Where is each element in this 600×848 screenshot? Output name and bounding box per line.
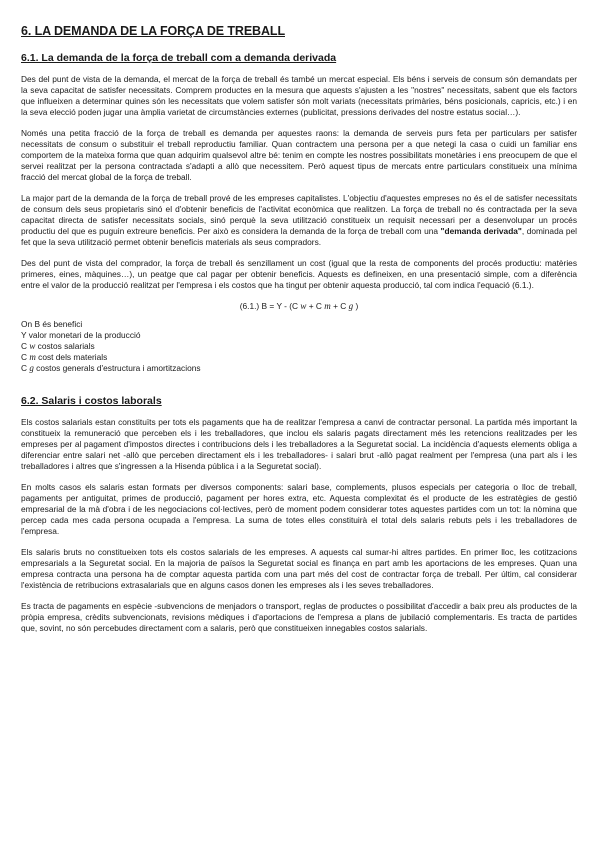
equation-6-1: (6.1.) B = Y - (C w + C m + C g ): [239, 301, 359, 312]
paragraph: Es tracta de pagaments en espècie -subvencions de menjadors o transport, reglas de productes o possibilitat d'accedir a baix preu als productes de la pròpia empresa, crèdits subvencionats, revisions mèdiques i d'aportacions de l'empresa a plans de jubilació complementaris. Es tracta de partides que, sovint, no són percebudes directament com a salaris, però que constitueixen innegables costos salarials.: [21, 601, 577, 633]
definition-line: Y valor monetari de la producció: [21, 330, 141, 341]
emphasis-text: "demanda derivada": [440, 225, 522, 236]
definition-line: C w costos salarials: [21, 341, 95, 352]
definition-line: On B és benefici: [21, 319, 83, 330]
paragraph: Des del punt de vista de la demanda, el mercat de la força de treball és també un mercat especial. Els béns i serveis de consum són demandats per la seva capacitat de satisfer necessitats. Comprem productes en la mesura que aquests s'ajusten a les "nostres" necessitats, sabent que els factors que influeixen a determinar quines són les necessitats que volem satisfer són molt variats (necessitats primàries, béns posicionals, capricis, etc.) i en la seva elecció poden jugar una àmplia varietat de circumstàncies externes (publicitat, pressions derivades del nostre estatus social…).: [21, 74, 577, 117]
paragraph: Des del punt de vista del comprador, la força de treball és senzillament un cost (igual que la resta de components del procés productiu: matèries primeres, eines, màquines…), un peatge que cal pagar per obtenir beneficis. Aquests es defineixen, en una presentació simple, com a diferència entre el valor de la producció realitzat per l'empresa i els costos que ha tingut per obtenir aquesta producció, tal com indica l'equació (6.1.).: [21, 258, 577, 290]
chapter-title: 6. LA DEMANDA DE LA FORÇA DE TREBALL: [21, 24, 285, 38]
section-heading-6-2: 6.2. Salaris i costos laborals: [21, 394, 162, 407]
paragraph-text: La major part de la demanda de la força de treball prové de les empreses capitalistes. L'objectiu d'aquestes empreses no és el de satisfer necessitats de consum dels seus propietaris sinó el d'obtenir beneficis de l'activitat econòmica que realitzen. La força de treball no és contractada per la seva capacitat directa de satisfer necessitats socials, sinó perquè la seva utilització constitueix un requisit necessari per a desenvolupar un procés productiu del que es puguin extreure beneficis. Per això es considera la demanda de la força de treball com una: [21, 193, 577, 236]
section-heading-6-1: 6.1. La demanda de la força de treball com a demanda derivada: [21, 52, 337, 64]
variable-definitions: [21, 319, 577, 374]
paragraph: Els salaris bruts no constitueixen tots els costos salarials de les empreses. A aquests cal sumar-hi altres partides. En primer lloc, les cotitzacions empresarials a la Seguretat social. En la majoria de països la Seguretat social es finança en part amb les aportacions de les empreses. Quan una empresa contracta una persona ha de comptar aquesta partida com una part més del cost de contractar força de treball. Per últim, cal considerar l'existència de retribucions extrasalarials que en alguns casos donen les empreses als i les seves treballadores.: [21, 547, 577, 590]
paragraph: Només una petita fracció de la força de treball es demanda per aquestes raons: la demanda de serveis purs feta per particulars per satisfer necessitats de consum o substituir el treball reproductiu familiar. Quan contractem una persona per a que netegi la casa o cuidi un familiar ens comportem de la mateixa forma que quan adquirim qualsevol altre bé: tenim en compte les nostres possibilitats monetàries i ens preocupem de que el servei realitzat per la persona contractada s'adapti a allò que necessitem. Però aquest tipus de mercats entre particulars constitueix una mínima fracció del mercat global de la força de treball.: [21, 128, 577, 182]
definition-line: C m cost dels materials: [21, 352, 108, 363]
definition-line: C g costos generals d'estructura i amortitzacions: [21, 363, 201, 374]
paragraph: Els costos salarials estan constituïts per tots els pagaments que ha de realitzar l'empresa a canvi de contractar personal. La partida més important la constitueix la remuneració que perceben els i les treballadores, que inclou els salaris pagats directament més les retencions realitzades per les empreses per al pagament d'impostos directes i contribucions dels i les treballadores a la Seguretat social. La incidència d'aquests elements obliga a diferenciar entre salari net -allò que perceben directament els i les treballadores- i salari brut -allò pagat realment per l'empresa (una part als i les treballadores i altres que s'ingressen a la Hisenda pública i a la Seguretat social).: [21, 416, 577, 471]
paragraph-text: , dominada pel fet que la seva utilització permet obtenir beneficis materials als seus compradors.: [21, 225, 577, 247]
paragraph: En molts casos els salaris estan formats per diversos components: salari base, complements, plusos especials per categoria o lloc de treball, pagaments per antiguitat, primes de producció, pagament per hores extra, etc. Aquesta complexitat és el producte de les estratègies de gestió empresarial de la mà d'obra i de les negociacions col·lectives, però de moment podem considerar totes aquestes partides com un tot: la nòmina que percep cada mes cada persona ocupada a l'empresa. La suma de totes elles constituirà el total dels salaris rebuts pels i les treballadores de l'empresa.: [21, 481, 577, 536]
paragraph: [21, 193, 577, 248]
